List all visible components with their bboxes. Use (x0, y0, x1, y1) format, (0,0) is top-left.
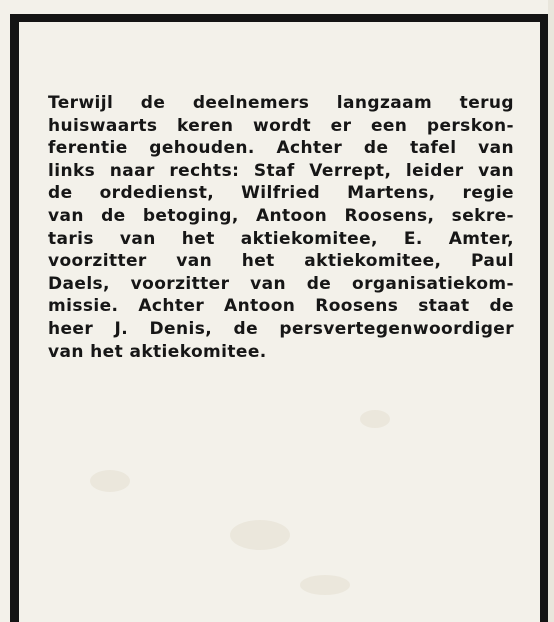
paper-stain (360, 410, 390, 428)
caption-line: Daels, voorzitter van de organisatiekom- (48, 273, 514, 294)
photo-caption (48, 92, 514, 363)
caption-line: taris van het aktiekomitee, E. Amter, (48, 228, 514, 249)
caption-line: huiswaarts keren wordt er een perskon- (48, 115, 514, 136)
caption-line: heer J. Denis, de persvertegenwoordiger (48, 318, 514, 339)
caption-line: de ordedienst, Wilfried Martens, regie (48, 183, 514, 204)
left-frame-rule (10, 14, 19, 622)
paper-stain (90, 470, 130, 492)
right-frame-rule (540, 14, 548, 622)
caption-line: voorzitter van het aktiekomitee, Paul (48, 251, 514, 272)
caption-line: ferentie gehouden. Achter de tafel van (48, 138, 514, 159)
paper-stain (300, 575, 350, 595)
caption-line: links naar rechts: Staf Verrept, leider van (48, 160, 514, 181)
paper-stain (230, 520, 290, 550)
caption-line: missie. Achter Antoon Roosens staat de (48, 296, 514, 317)
caption-line: van het aktiekomitee. (48, 341, 267, 362)
caption-line: van de betoging, Antoon Roosens, sekre- (48, 205, 514, 226)
top-frame-rule (10, 14, 548, 22)
caption-line: Terwijl de deelnemers langzaam terug (48, 93, 514, 113)
page-edge (548, 0, 554, 622)
